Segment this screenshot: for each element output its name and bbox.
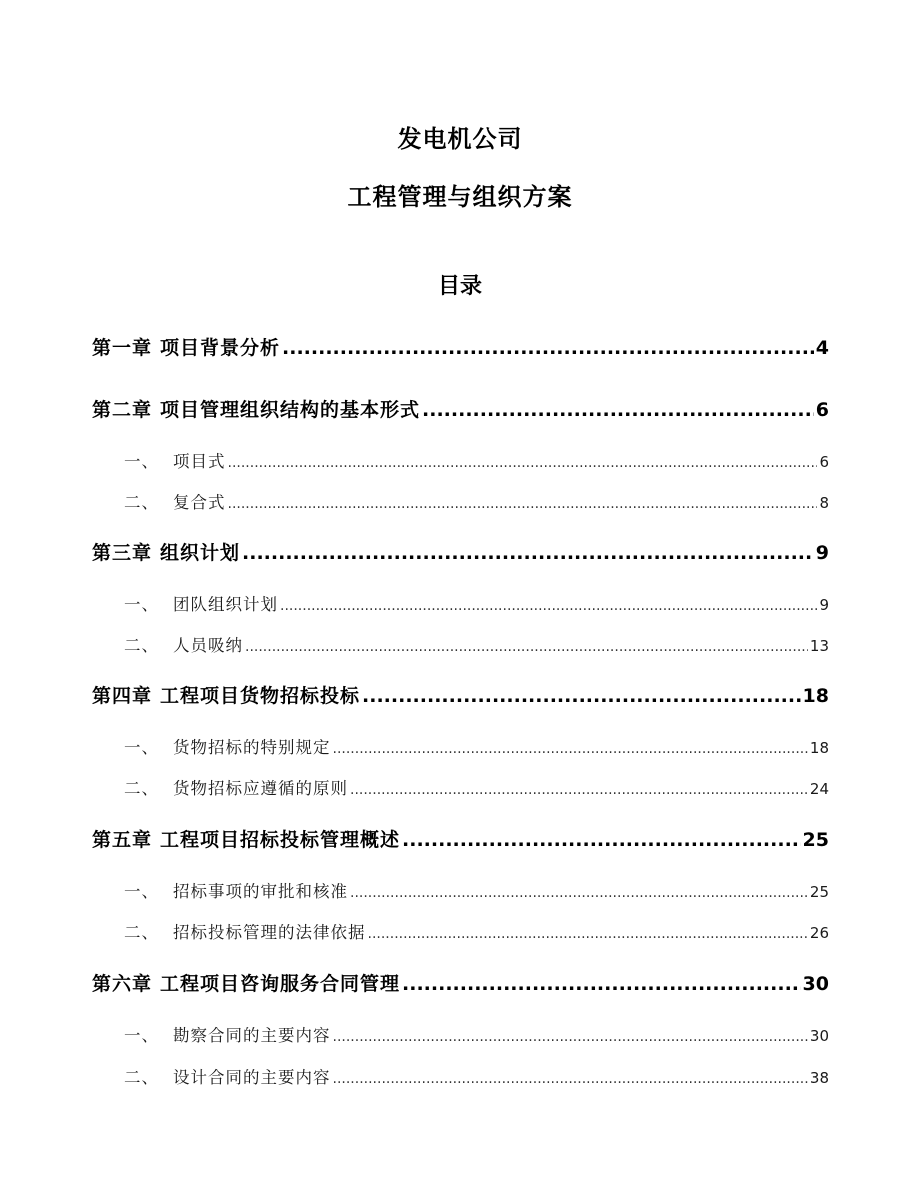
toc-section-6-2[interactable] xyxy=(124,1066,829,1091)
toc-section-label: 复合式 xyxy=(173,493,226,512)
toc-section-number: 一、 xyxy=(124,1026,159,1045)
toc-section-number: 二、 xyxy=(124,779,159,798)
toc-section-5-1[interactable] xyxy=(124,880,829,905)
toc-chapter-number: 第二章 xyxy=(92,399,153,421)
toc-section-label: 招标事项的审批和核准 xyxy=(173,882,348,901)
document-title-company: 发电机公司 xyxy=(397,125,523,153)
toc-page-number: 8 xyxy=(819,494,829,512)
toc-page-number: 13 xyxy=(809,637,829,655)
toc-chapter-number: 第六章 xyxy=(92,973,153,995)
toc-dot-leader xyxy=(228,492,818,516)
toc-chapter-6[interactable] xyxy=(92,972,829,996)
toc-chapter-number: 第四章 xyxy=(92,685,153,707)
toc-chapter-label: 工程项目货物招标投标 xyxy=(160,685,361,707)
toc-chapter-label: 项目背景分析 xyxy=(160,337,281,359)
toc-page-number: 38 xyxy=(809,1069,829,1087)
toc-section-label: 设计合同的主要内容 xyxy=(173,1068,331,1087)
toc-page-number: 4 xyxy=(815,337,829,359)
document-title-plan: 工程管理与组织方案 xyxy=(347,183,573,211)
toc-dot-leader xyxy=(350,778,808,802)
toc-section-label: 货物招标的特别规定 xyxy=(173,738,331,757)
toc-chapter-label: 项目管理组织结构的基本形式 xyxy=(160,399,421,421)
toc-chapter-number: 第五章 xyxy=(92,829,153,851)
toc-dot-leader xyxy=(333,737,808,761)
toc-section-label: 人员吸纳 xyxy=(173,636,243,655)
toc-dot-leader xyxy=(242,541,814,565)
toc-page-number: 18 xyxy=(802,685,829,707)
toc-chapter-2[interactable] xyxy=(92,398,829,422)
toc-page-number: 26 xyxy=(809,924,829,942)
toc-chapter-4[interactable] xyxy=(92,684,829,708)
toc-chapter-1[interactable] xyxy=(92,336,829,360)
toc-chapter-label: 工程项目咨询服务合同管理 xyxy=(160,973,401,995)
toc-dot-leader xyxy=(282,336,814,360)
toc-dot-leader xyxy=(333,1025,808,1049)
toc-section-number: 二、 xyxy=(124,636,159,655)
toc-section-2-2[interactable] xyxy=(124,491,829,516)
toc-section-label: 招标投标管理的法律依据 xyxy=(173,923,366,942)
toc-dot-leader xyxy=(402,972,801,996)
toc-chapter-3[interactable] xyxy=(92,541,829,565)
toc-section-5-2[interactable] xyxy=(124,921,829,946)
toc-dot-leader xyxy=(228,451,818,475)
toc-dot-leader xyxy=(422,398,814,422)
toc-page-number: 18 xyxy=(809,739,829,757)
toc-section-label: 项目式 xyxy=(173,452,226,471)
toc-page-number: 24 xyxy=(809,780,829,798)
toc-section-number: 一、 xyxy=(124,595,159,614)
toc-dot-leader xyxy=(402,828,801,852)
toc-dot-leader xyxy=(362,684,801,708)
toc-page-number: 25 xyxy=(802,829,829,851)
toc-chapter-label: 组织计划 xyxy=(160,542,241,564)
toc-page-number: 30 xyxy=(802,973,829,995)
toc-section-label: 勘察合同的主要内容 xyxy=(173,1026,331,1045)
toc-chapter-number: 第一章 xyxy=(92,337,153,359)
toc-section-number: 一、 xyxy=(124,738,159,757)
toc-heading: 目录 xyxy=(437,274,482,299)
toc-dot-leader xyxy=(333,1067,808,1091)
toc-section-2-1[interactable] xyxy=(124,450,829,475)
toc-page-number: 6 xyxy=(819,453,829,471)
toc-page-number: 9 xyxy=(815,542,829,564)
toc-section-6-1[interactable] xyxy=(124,1024,829,1049)
toc-section-number: 一、 xyxy=(124,882,159,901)
toc-section-3-1[interactable] xyxy=(124,593,829,618)
toc-dot-leader xyxy=(368,922,808,946)
toc-chapter-label: 工程项目招标投标管理概述 xyxy=(160,829,401,851)
toc-dot-leader xyxy=(350,881,808,905)
toc-section-4-1[interactable] xyxy=(124,736,829,761)
toc-section-number: 二、 xyxy=(124,923,159,942)
toc-page-number: 9 xyxy=(819,596,829,614)
toc-section-4-2[interactable] xyxy=(124,777,829,802)
toc-chapter-number: 第三章 xyxy=(92,542,153,564)
toc-section-number: 二、 xyxy=(124,493,159,512)
toc-section-3-2[interactable] xyxy=(124,634,829,659)
toc-section-number: 一、 xyxy=(124,452,159,471)
toc-dot-leader xyxy=(245,635,808,659)
toc-section-number: 二、 xyxy=(124,1068,159,1087)
toc-chapter-5[interactable] xyxy=(92,828,829,852)
toc-page-number: 25 xyxy=(809,883,829,901)
toc-dot-leader xyxy=(280,594,817,618)
toc-section-label: 团队组织计划 xyxy=(173,595,278,614)
toc-page-number: 6 xyxy=(815,399,829,421)
toc-section-label: 货物招标应遵循的原则 xyxy=(173,779,348,798)
toc-page-number: 30 xyxy=(809,1027,829,1045)
